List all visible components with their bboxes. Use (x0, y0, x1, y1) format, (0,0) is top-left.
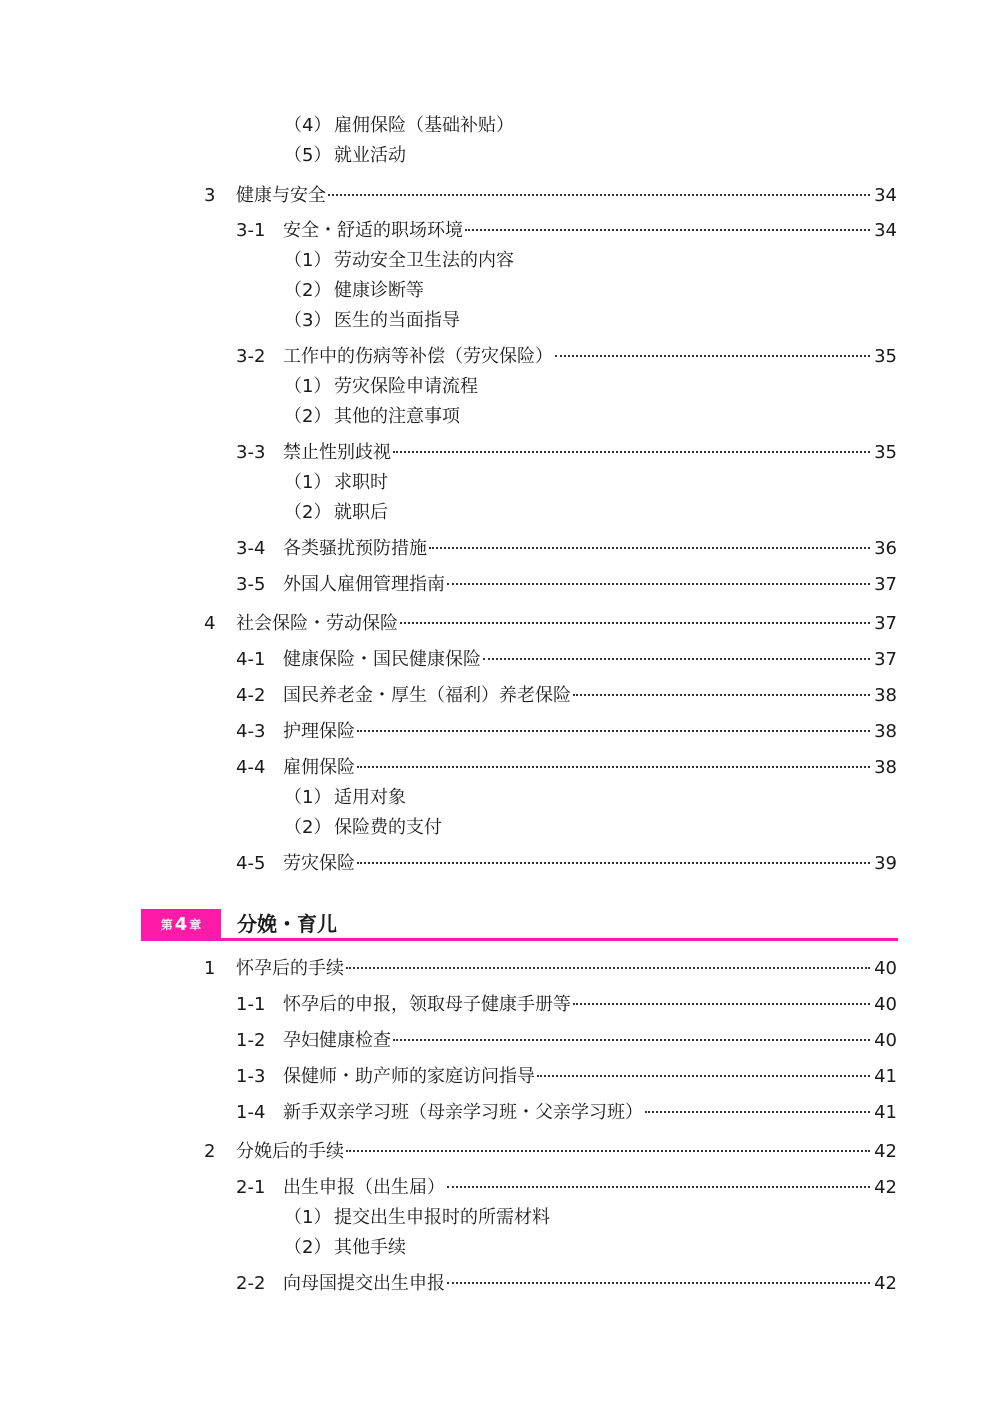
toc-entry-title: 保险费的支付 (334, 817, 442, 838)
toc-item-row[interactable] (0, 111, 992, 141)
toc-section-row[interactable] (0, 1137, 992, 1167)
toc-entry-number: 4-2 (236, 685, 266, 706)
dot-leader (537, 1075, 870, 1077)
toc-entry-title: 怀孕后的手续 (236, 958, 344, 979)
toc-entry-number: （2） (284, 502, 332, 523)
toc-subsection-row[interactable] (0, 1098, 992, 1128)
chapter-header (141, 907, 898, 941)
toc-entry-title: 社会保险・劳动保险 (236, 613, 398, 634)
toc-entry-title: 劳动安全卫生法的内容 (334, 250, 514, 271)
toc-entry-title: 护理保险 (283, 721, 355, 742)
toc-entry-number: 3 (204, 185, 216, 206)
toc-page-number: 37 (874, 613, 897, 634)
toc-entry-number: 2 (204, 1141, 216, 1162)
chapter-number: 4 (174, 913, 188, 935)
toc-page-number: 42 (874, 1177, 897, 1198)
toc-page-number: 38 (874, 757, 897, 778)
dot-leader (465, 229, 870, 231)
toc-entry-number: 2-1 (236, 1177, 266, 1198)
toc-page-number: 34 (874, 220, 897, 241)
chapter-title: 分娩・育儿 (237, 912, 337, 936)
toc-entry-title: 提交出生申报时的所需材料 (334, 1207, 550, 1228)
toc-entry-number: 1 (204, 958, 216, 979)
toc-item-row[interactable] (0, 498, 992, 528)
toc-entry-title: 就职后 (334, 502, 388, 523)
toc-entry-title: 雇佣保险 (283, 757, 355, 778)
toc-entry-number: 1-4 (236, 1102, 266, 1123)
dot-leader (393, 451, 870, 453)
dot-leader (447, 583, 870, 585)
toc-entry-title: 分娩后的手续 (236, 1141, 344, 1162)
toc-entry-number: 4-1 (236, 649, 266, 670)
toc-subsection-row[interactable] (0, 438, 992, 468)
dot-leader (645, 1111, 870, 1113)
toc-entry-title: 安全・舒适的职场环境 (283, 220, 463, 241)
toc-page-number: 38 (874, 721, 897, 742)
dot-leader (400, 622, 870, 624)
toc-entry-number: 1-2 (236, 1030, 266, 1051)
toc-page-number: 35 (874, 346, 897, 367)
toc-entry-number: （1） (284, 1207, 332, 1228)
toc-item-row[interactable] (0, 246, 992, 276)
toc-entry-title: 禁止性别歧视 (283, 442, 391, 463)
toc-entry-number: （3） (284, 310, 332, 331)
toc-entry-number: （1） (284, 787, 332, 808)
toc-page-number: 42 (874, 1273, 897, 1294)
toc-page-number: 37 (874, 574, 897, 595)
toc-subsection-row[interactable] (0, 990, 992, 1020)
toc-subsection-row[interactable] (0, 534, 992, 564)
dot-leader (447, 1186, 870, 1188)
chapter-suffix: 章 (189, 917, 202, 932)
toc-entry-title: 怀孕后的申报，领取母子健康手册等 (283, 994, 571, 1015)
toc-entry-title: 各类骚扰预防措施 (283, 538, 427, 559)
toc-entry-title: 劳灾保险 (283, 853, 355, 874)
toc-item-row[interactable] (0, 372, 992, 402)
toc-subsection-row[interactable] (0, 1062, 992, 1092)
toc-entry-title: 出生申报（出生届） (283, 1177, 445, 1198)
toc-entry-number: 3-3 (236, 442, 266, 463)
chapter-rule (141, 938, 898, 941)
toc-entry-number: 3-2 (236, 346, 266, 367)
toc-entry-title: 保健师・助产师的家庭访问指导 (283, 1066, 535, 1087)
toc-item-row[interactable] (0, 141, 992, 171)
toc-item-row[interactable] (0, 783, 992, 813)
toc-section-row[interactable] (0, 181, 992, 211)
toc-entry-title: 向母国提交出生申报 (283, 1273, 445, 1294)
toc-entry-title: 健康保险・国民健康保险 (283, 649, 481, 670)
toc-item-row[interactable] (0, 813, 992, 843)
toc-subsection-row[interactable] (0, 1026, 992, 1056)
toc-entry-number: （5） (284, 145, 332, 166)
dot-leader (483, 658, 870, 660)
toc-page-number: 41 (874, 1102, 897, 1123)
toc-subsection-row[interactable] (0, 1269, 992, 1299)
dot-leader (357, 730, 870, 732)
toc-entry-number: 4-4 (236, 757, 266, 778)
dot-leader (447, 1282, 870, 1284)
toc-page-number: 35 (874, 442, 897, 463)
toc-section-row[interactable] (0, 609, 992, 639)
toc-subsection-row[interactable] (0, 753, 992, 783)
dot-leader (393, 1039, 870, 1041)
toc-item-row[interactable] (0, 468, 992, 498)
toc-subsection-row[interactable] (0, 342, 992, 372)
toc-page-number: 34 (874, 185, 897, 206)
toc-entry-title: 医生的当面指导 (334, 310, 460, 331)
toc-entry-title: 其他的注意事项 (334, 406, 460, 427)
toc-entry-number: （2） (284, 817, 332, 838)
toc-item-row[interactable] (0, 1233, 992, 1263)
toc-subsection-row[interactable] (0, 717, 992, 747)
toc-entry-number: 3-1 (236, 220, 266, 241)
dot-leader (346, 1150, 870, 1152)
chapter-prefix: 第 (160, 917, 173, 932)
toc-page-number: 40 (874, 958, 897, 979)
toc-page-number: 40 (874, 994, 897, 1015)
toc-entry-number: 3-5 (236, 574, 266, 595)
toc-entry-number: （1） (284, 250, 332, 271)
toc-entry-number: 4-5 (236, 853, 266, 874)
toc-entry-number: 4 (204, 613, 216, 634)
toc-entry-title: 求职时 (334, 472, 388, 493)
chapter-badge (141, 909, 221, 939)
toc-entry-number: 2-2 (236, 1273, 266, 1294)
toc-entry-title: 健康诊断等 (334, 280, 424, 301)
toc-entry-title: 工作中的伤病等补偿（劳灾保险） (283, 346, 553, 367)
toc-entry-number: （2） (284, 1237, 332, 1258)
toc-item-row[interactable] (0, 1203, 992, 1233)
toc-page-number: 42 (874, 1141, 897, 1162)
toc-entry-title: 适用对象 (334, 787, 406, 808)
dot-leader (346, 967, 870, 969)
toc-entry-title: 其他手续 (334, 1237, 406, 1258)
toc-entry-number: 1-1 (236, 994, 266, 1015)
toc-page-number: 39 (874, 853, 897, 874)
toc-entry-title: 健康与安全 (236, 185, 326, 206)
dot-leader (573, 1003, 870, 1005)
toc-page-number: 36 (874, 538, 897, 559)
toc-subsection-row[interactable] (0, 216, 992, 246)
toc-entry-number: （2） (284, 280, 332, 301)
toc-subsection-row[interactable] (0, 1173, 992, 1203)
toc-section-row[interactable] (0, 954, 992, 984)
toc-subsection-row[interactable] (0, 849, 992, 879)
toc-entry-title: 劳灾保险申请流程 (334, 376, 478, 397)
toc-entry-title: 雇佣保险（基础补贴） (334, 115, 514, 136)
toc-page-number: 40 (874, 1030, 897, 1051)
toc-entry-number: 4-3 (236, 721, 266, 742)
toc-entry-number: （1） (284, 472, 332, 493)
dot-leader (357, 862, 870, 864)
toc-entry-number: （1） (284, 376, 332, 397)
toc-page-number: 41 (874, 1066, 897, 1087)
toc-entry-title: 孕妇健康检查 (283, 1030, 391, 1051)
toc-item-row[interactable] (0, 306, 992, 336)
toc-entry-number: 1-3 (236, 1066, 266, 1087)
dot-leader (328, 194, 870, 196)
dot-leader (357, 766, 870, 768)
dot-leader (555, 355, 870, 357)
toc-entry-number: （4） (284, 115, 332, 136)
toc-page-number: 38 (874, 685, 897, 706)
toc-entry-number: 3-4 (236, 538, 266, 559)
dot-leader (573, 694, 870, 696)
toc-page-number: 37 (874, 649, 897, 670)
toc-subsection-row[interactable] (0, 570, 992, 600)
toc-entry-number: （2） (284, 406, 332, 427)
toc-entry-title: 国民养老金・厚生（福利）养老保险 (283, 685, 571, 706)
toc-item-row[interactable] (0, 276, 992, 306)
toc-entry-title: 就业活动 (334, 145, 406, 166)
toc-subsection-row[interactable] (0, 681, 992, 711)
toc-entry-title: 新手双亲学习班（母亲学习班・父亲学习班） (283, 1102, 643, 1123)
toc-item-row[interactable] (0, 402, 992, 432)
dot-leader (429, 547, 870, 549)
toc-subsection-row[interactable] (0, 645, 992, 675)
toc-entry-title: 外国人雇佣管理指南 (283, 574, 445, 595)
